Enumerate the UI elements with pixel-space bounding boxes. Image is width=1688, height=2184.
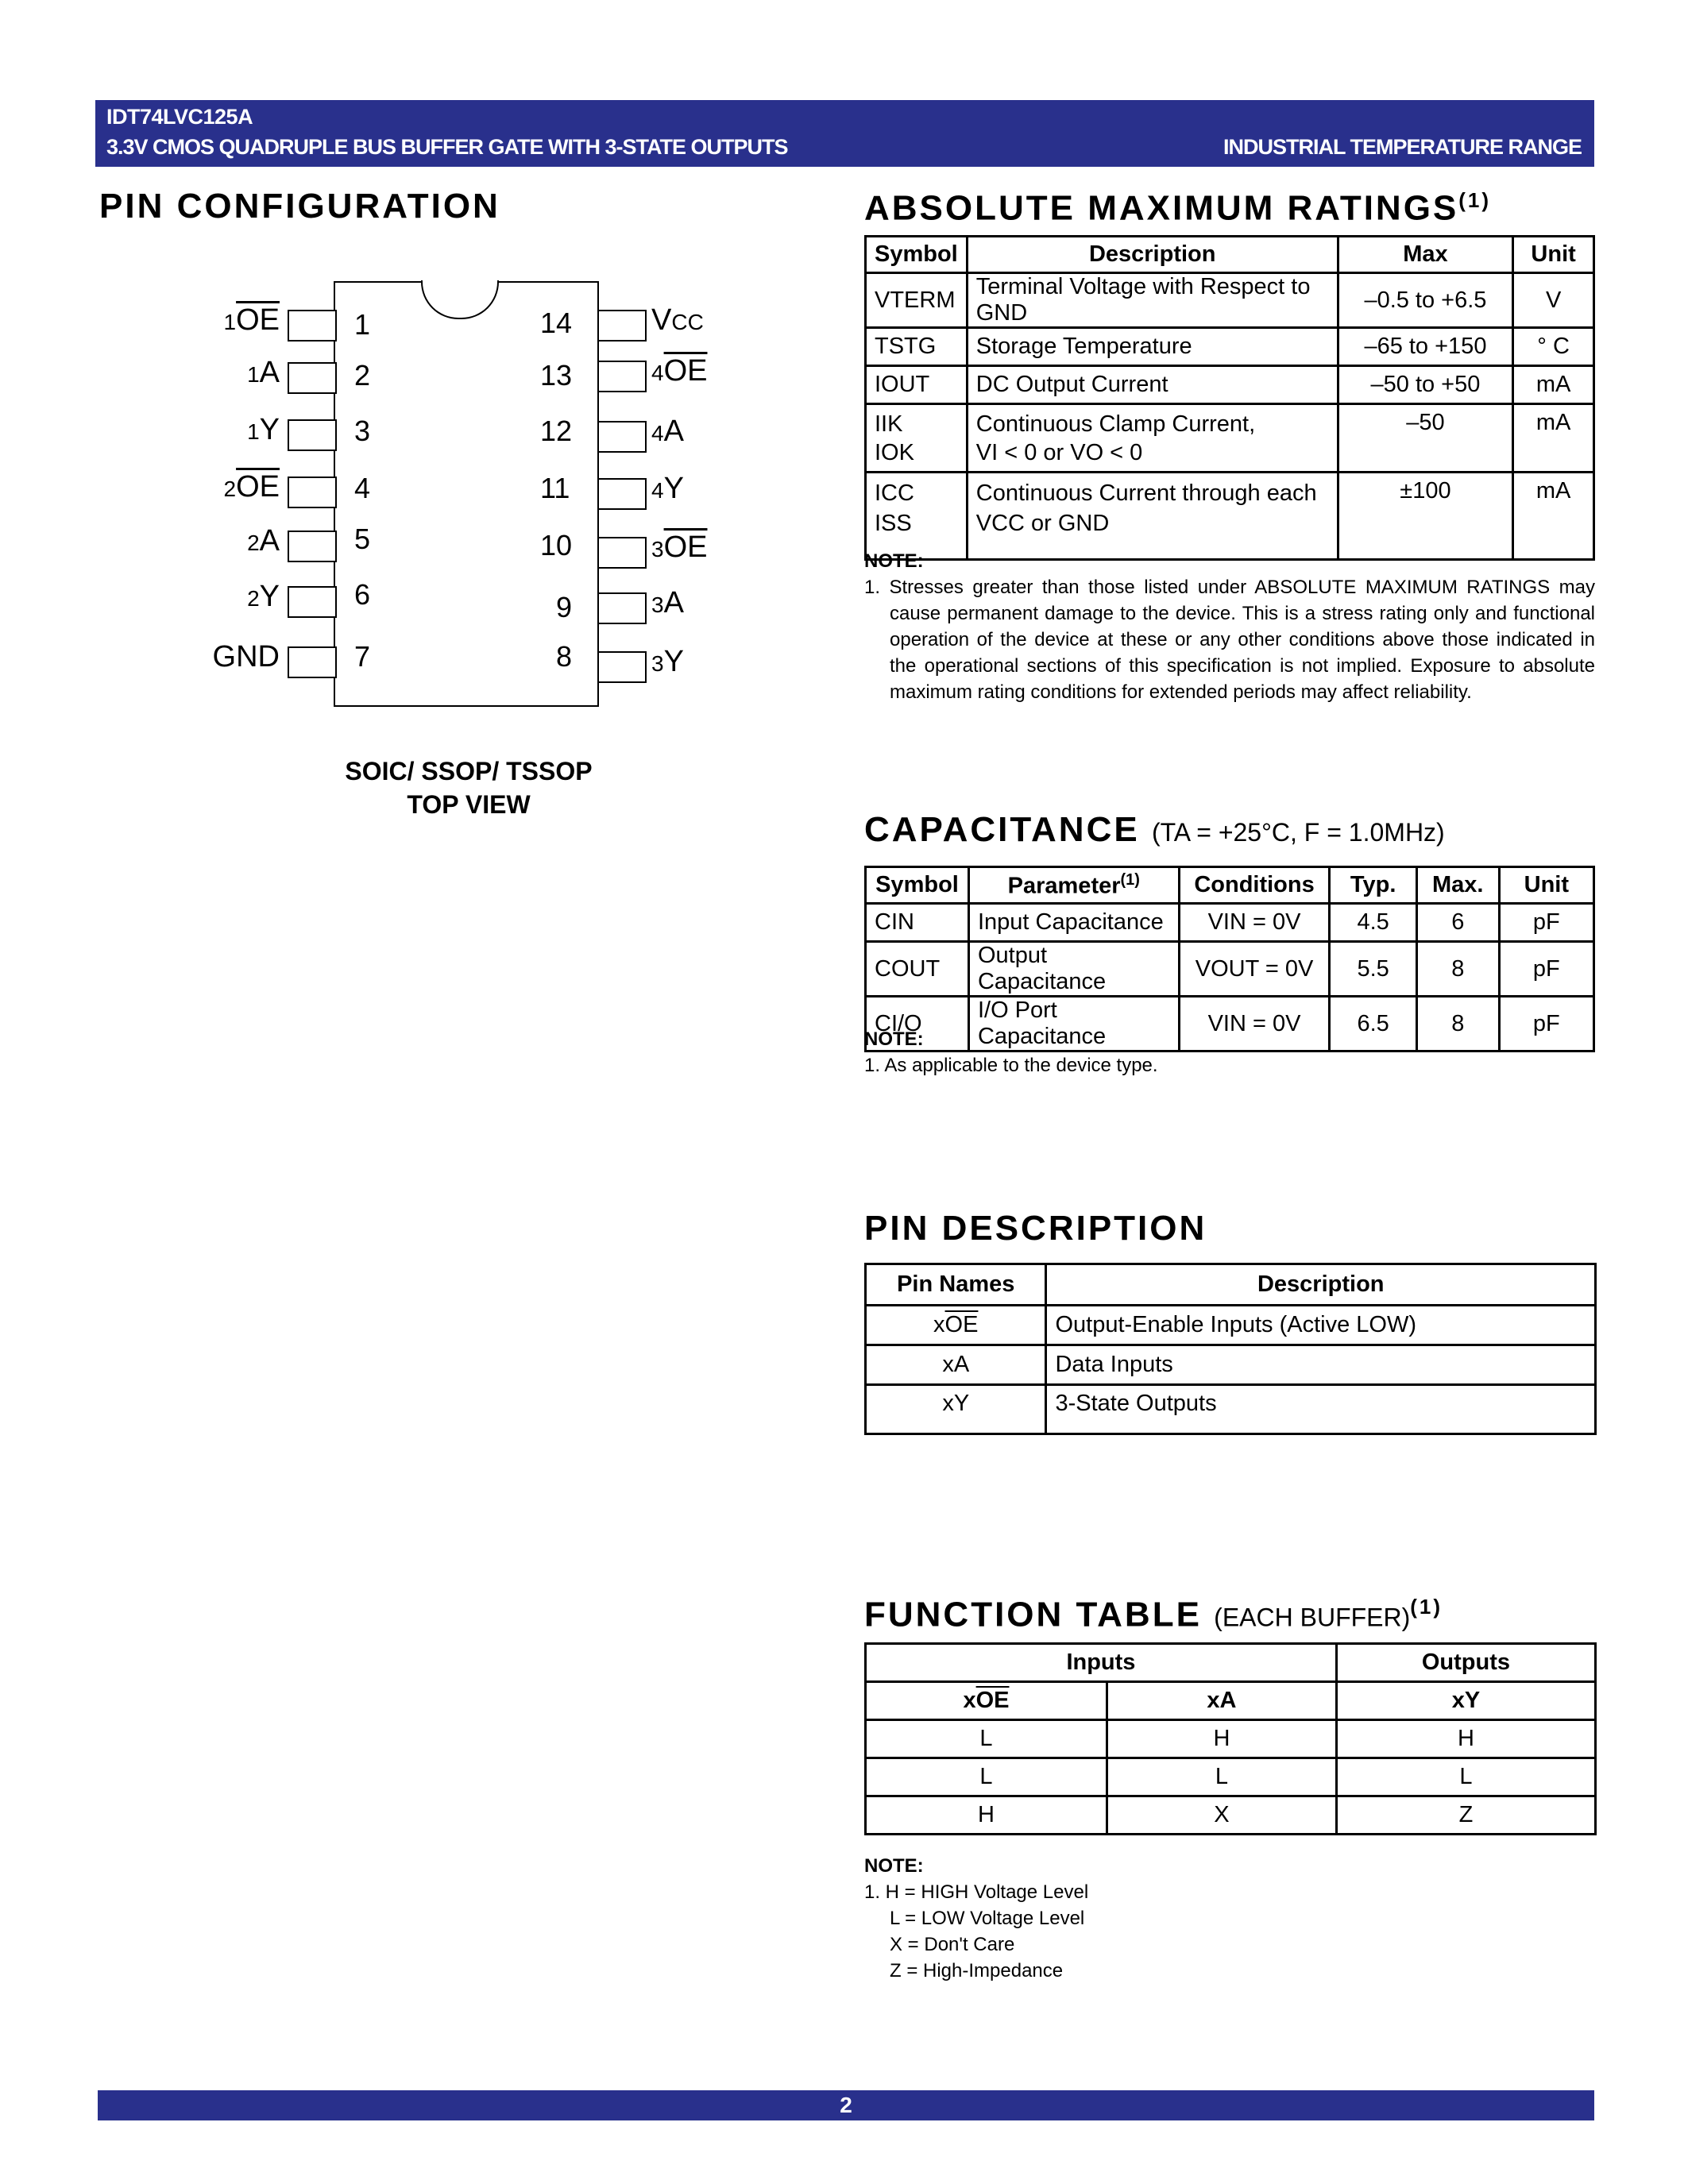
unit-cell: ° C [1513, 328, 1594, 366]
parameter-cell: Output Capacitance [968, 942, 1179, 997]
pin-diagram [191, 278, 747, 723]
pin-label: $2\overline{OE}$ [223, 470, 280, 504]
part-number: IDT74LVC125A [106, 105, 253, 129]
col-header-conditions: Conditions [1179, 867, 1330, 904]
parameter-cell: I/O Port Capacitance [968, 997, 1179, 1051]
symbol-line-2: IOK [875, 440, 914, 465]
table-row [866, 1720, 1596, 1758]
col-header-pin-names: Pin Names [866, 1264, 1046, 1306]
col-header-unit: Unit [1499, 867, 1593, 904]
description-line-2: VI < 0 or VO < 0 [975, 440, 1143, 465]
capacitance-header-row [866, 867, 1594, 904]
pin-lead [288, 531, 337, 562]
description-line-2: VCC or GND [975, 511, 1110, 536]
max-cell: 8 [1416, 942, 1499, 997]
col-header-parameter [968, 867, 1179, 904]
symbol-cell: CI/O [866, 997, 969, 1051]
symbol-cell: VTERM [866, 273, 968, 328]
pin-number: 1 [354, 308, 371, 341]
pin-prefix: x [942, 1391, 954, 1416]
note-text: 1. Stresses greater than those listed under ABSOLUTE MAXIMUM RATINGS may cause permanent damage to the device. This is a stress rating only and functional operation of the device at these or any other conditions above those indicated in the operational sections of this specification is not implied. Exposure to absolute maximum rating conditions for extended periods may affect reliability. [864, 577, 1595, 703]
function-table-note [864, 1853, 1595, 1984]
capacitance-note [864, 1026, 1595, 1078]
unit-cell: pF [1499, 942, 1593, 997]
description-cell: Storage Temperature [967, 328, 1338, 366]
symbol-cell [866, 473, 968, 560]
pin-description-header-row [866, 1264, 1596, 1306]
pin-lead [288, 477, 337, 508]
pin-label: $4\overline{OE}$ [651, 354, 708, 388]
symbol-line-2: ISS [875, 511, 912, 536]
unit-cell: pF [1499, 997, 1593, 1051]
note-line: Z = High-Impedance [890, 1960, 1064, 1981]
function-table-subtitle: (EACH BUFFER) [1214, 1603, 1411, 1632]
max-cell: –50 [1338, 404, 1513, 473]
outputs-group-header: Outputs [1336, 1644, 1595, 1682]
abs-max-title-text: ABSOLUTE MAXIMUM RATINGS [864, 188, 1459, 228]
xoe-cell: L [866, 1720, 1107, 1758]
table-row [866, 904, 1594, 942]
note-title: NOTE: [864, 550, 924, 572]
description-cell [967, 473, 1338, 560]
temperature-range: INDUSTRIAL TEMPERATURE RANGE [1223, 135, 1582, 159]
pin-label: 4Y [651, 472, 684, 505]
max-cell: ±100 [1338, 473, 1513, 560]
conditions-cell: VIN = 0V [1179, 904, 1330, 942]
pin-number: 13 [540, 359, 573, 392]
description-line-1: Continuous Clamp Current, [975, 411, 1256, 437]
table-row [866, 404, 1594, 473]
pin-config-title: PIN CONFIGURATION [99, 187, 500, 226]
table-row [866, 942, 1594, 997]
note-title: NOTE: [864, 1855, 924, 1877]
capacitance-condition: (TA = +25°C, F = 1.0MHz) [1151, 818, 1445, 847]
pin-number: 8 [556, 640, 573, 673]
package-type: SOIC/ SSOP/ TSSOP [345, 757, 593, 785]
max-cell: –50 to +50 [1338, 366, 1513, 404]
pin-number: 9 [556, 591, 573, 623]
table-row [866, 1758, 1596, 1796]
note-line: 1. H = HIGH Voltage Level [864, 1881, 1089, 1903]
inputs-group-header: Inputs [866, 1644, 1337, 1682]
abs-max-title-ref: (1) [1458, 188, 1492, 212]
pin-number: 3 [354, 415, 371, 447]
function-column-header-row [866, 1682, 1596, 1720]
abs-max-header-row [866, 237, 1594, 273]
description-cell [967, 404, 1338, 473]
note-title: NOTE: [864, 1028, 924, 1050]
pin-number: 4 [354, 472, 371, 504]
abs-max-note [864, 548, 1595, 705]
pin-lead [288, 586, 337, 618]
function-table-title-text: FUNCTION TABLE [864, 1595, 1202, 1634]
description-cell: 3-State Outputs [1046, 1385, 1596, 1434]
description-cell: Output-Enable Inputs (Active LOW) [1046, 1306, 1596, 1345]
pin-lead [597, 361, 647, 392]
description-cell: Terminal Voltage with Respect to GND [967, 273, 1338, 328]
symbol-line-1: ICC [875, 480, 914, 506]
pin-name: A [953, 1352, 970, 1377]
pin-number: 14 [540, 307, 573, 339]
col-header-typ: Typ. [1330, 867, 1417, 904]
xy-cell: Z [1336, 1796, 1595, 1835]
function-table-title [864, 1595, 1443, 1635]
xoe-prefix: x [963, 1688, 976, 1713]
max-cell: 8 [1416, 997, 1499, 1051]
table-row [866, 273, 1594, 328]
parameter-ref: (1) [1120, 870, 1140, 889]
pin-label: 3Y [651, 645, 684, 678]
symbol-cell [866, 404, 968, 473]
pin-label: 3A [651, 586, 684, 619]
header-bar [95, 100, 1594, 167]
pin-label: 2A [247, 524, 280, 558]
function-group-header-row [866, 1644, 1596, 1682]
capacitance-title [864, 810, 1445, 850]
symbol-line-1: IIK [875, 411, 903, 437]
pin-prefix: x [942, 1352, 954, 1377]
table-row [866, 1385, 1596, 1434]
typ-cell: 6.5 [1330, 997, 1417, 1051]
pin-number: 2 [354, 359, 371, 392]
pin-description-title: PIN DESCRIPTION [864, 1209, 1207, 1248]
page-number: 2 [840, 2093, 852, 2117]
table-row [866, 366, 1594, 404]
xoe-cell: L [866, 1758, 1107, 1796]
pin-label: GND [212, 640, 280, 673]
capacitance-title-text: CAPACITANCE [864, 810, 1140, 849]
pin-lead [597, 421, 647, 453]
note-line: X = Don't Care [890, 1934, 1015, 1955]
pin-label: 1Y [247, 413, 280, 446]
unit-cell: mA [1513, 404, 1594, 473]
pin-name-cell [866, 1385, 1046, 1434]
unit-cell: V [1513, 273, 1594, 328]
parameter-label: Parameter [1007, 873, 1121, 899]
col-header-xy: xY [1336, 1682, 1595, 1720]
typ-cell: 4.5 [1330, 904, 1417, 942]
col-header-max: Max. [1416, 867, 1499, 904]
pin-name-cell [866, 1306, 1046, 1345]
pin-name-cell [866, 1345, 1046, 1385]
pin-lead [597, 537, 647, 569]
symbol-cell: CIN [866, 904, 969, 942]
col-header-xa: xA [1107, 1682, 1336, 1720]
pin-lead [597, 478, 647, 510]
capacitance-table [864, 866, 1595, 1052]
col-header-symbol: Symbol [866, 237, 968, 273]
xa-cell: L [1107, 1758, 1336, 1796]
table-row [866, 473, 1594, 560]
table-row [866, 1796, 1596, 1835]
unit-cell: pF [1499, 904, 1593, 942]
pin-number: 10 [540, 529, 573, 561]
conditions-cell: VIN = 0V [1179, 997, 1330, 1051]
parameter-cell: Input Capacitance [968, 904, 1179, 942]
function-table [864, 1642, 1597, 1835]
symbol-cell: IOUT [866, 366, 968, 404]
footer-bar [98, 2090, 1594, 2120]
pin-label: 4A [651, 415, 684, 448]
unit-cell: mA [1513, 366, 1594, 404]
col-header-symbol: Symbol [866, 867, 969, 904]
pin-label: 2Y [247, 580, 280, 613]
pin-lead [288, 646, 337, 678]
document-subtitle: 3.3V CMOS QUADRUPLE BUS BUFFER GATE WITH 3-STATE OUTPUTS [106, 135, 788, 159]
pin-label: $1\overline{OE}$ [223, 303, 280, 337]
conditions-cell: VOUT = 0V [1179, 942, 1330, 997]
pin-name: Y [953, 1391, 970, 1416]
pin-lead [288, 362, 337, 394]
table-row [866, 328, 1594, 366]
max-cell: –65 to +150 [1338, 328, 1513, 366]
pin-label: VCC [651, 303, 704, 337]
pin-number: 6 [354, 578, 371, 611]
unit-cell: mA [1513, 473, 1594, 560]
pin-lead [288, 310, 337, 341]
col-header-xoe [866, 1682, 1107, 1720]
xoe-name: $\overline{OE}$ [975, 1688, 1010, 1713]
xa-cell: X [1107, 1796, 1336, 1835]
pin-number: 11 [540, 472, 570, 504]
pin-lead [597, 651, 647, 683]
symbol-cell: TSTG [866, 328, 968, 366]
pin-name: $\overline{OE}$ [944, 1312, 979, 1337]
description-cell: Data Inputs [1046, 1345, 1596, 1385]
col-header-description: Description [967, 237, 1338, 273]
abs-max-table [864, 235, 1595, 561]
pin-lead [597, 592, 647, 624]
max-cell: 6 [1416, 904, 1499, 942]
pin-lead [288, 419, 337, 451]
package-view: TOP VIEW [407, 790, 531, 819]
pin-label: 1A [247, 356, 280, 389]
pin-description-table [864, 1263, 1597, 1435]
max-cell: –0.5 to +6.5 [1338, 273, 1513, 328]
note-line: L = LOW Voltage Level [890, 1908, 1085, 1929]
col-header-description: Description [1046, 1264, 1596, 1306]
xy-cell: H [1336, 1720, 1595, 1758]
pin-number: 7 [354, 640, 371, 673]
pin-prefix: x [933, 1312, 945, 1337]
function-table-ref: (1) [1410, 1595, 1443, 1619]
pin-lead [597, 310, 647, 341]
table-row [866, 1306, 1596, 1345]
note-text: 1. As applicable to the device type. [864, 1055, 1158, 1076]
pin-number: 5 [354, 523, 371, 555]
pin-label: $3\overline{OE}$ [651, 531, 708, 564]
xy-cell: L [1336, 1758, 1595, 1796]
table-row [866, 1345, 1596, 1385]
col-header-unit: Unit [1513, 237, 1594, 273]
package-label [302, 754, 635, 821]
xa-cell: H [1107, 1720, 1336, 1758]
pin-number: 12 [540, 415, 573, 447]
package-notch [421, 280, 499, 319]
xoe-cell: H [866, 1796, 1107, 1835]
col-header-max: Max [1338, 237, 1513, 273]
typ-cell: 5.5 [1330, 942, 1417, 997]
symbol-cell: COUT [866, 942, 969, 997]
abs-max-title [864, 188, 1491, 229]
description-line-1: Continuous Current through each [975, 480, 1317, 506]
description-cell: DC Output Current [967, 366, 1338, 404]
